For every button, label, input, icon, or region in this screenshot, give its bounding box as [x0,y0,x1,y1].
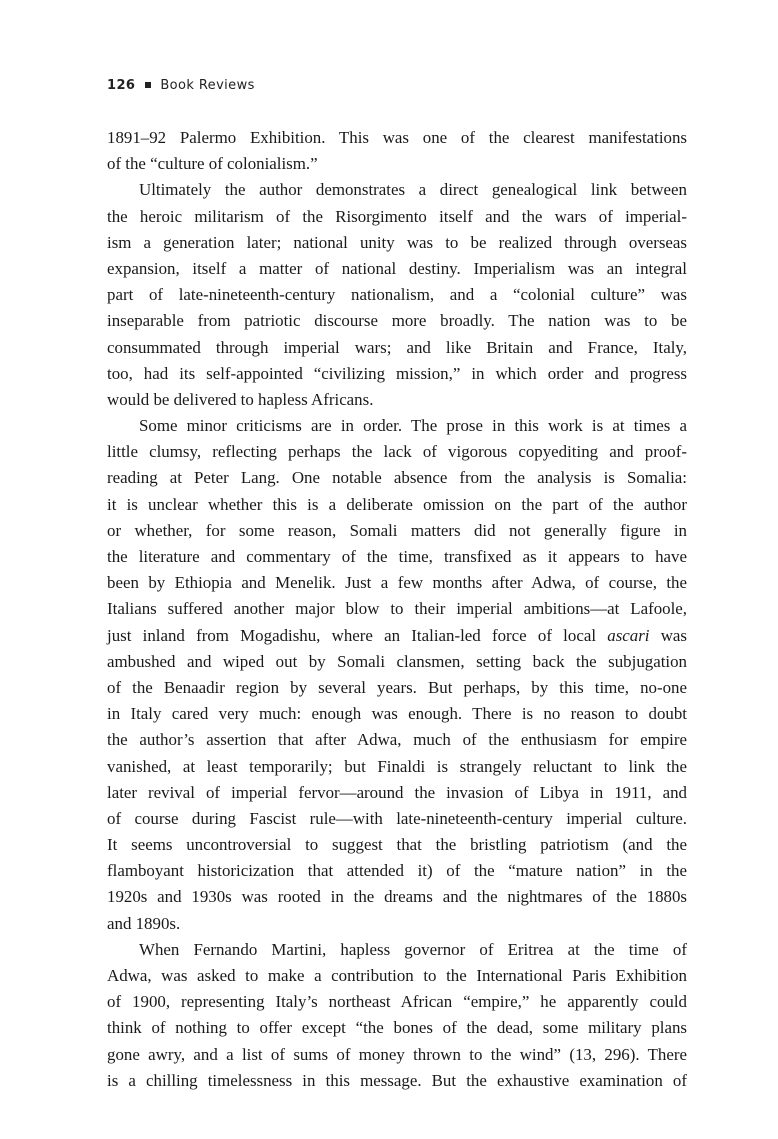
text-line [107,623,687,649]
header-separator-icon [145,82,151,88]
text-line: of 1900, representing Italy’s northeast African “empire,” he apparently could [107,992,687,1012]
text-line: inseparable from patriotic discourse more broadly. The nation was to be [107,311,687,331]
text-line: think of nothing to offer except “the bones of the dead, some military plans [107,1018,687,1038]
text-fragment: just inland from Mogadishu, where an Italian-led force of local [107,625,608,645]
text-line: When Fernando Martini, hapless governor of Eritrea at the time of [139,939,687,959]
text-line: gone awry, and a list of sums of money thrown to the wind” (13, 296). There [107,1044,687,1064]
text-line: of course during Fascist rule—with late-nineteenth-century imperial culture. [107,808,687,828]
text-line: too, had its self-appointed “civilizing mission,” in which order and progress [107,363,687,383]
text-line: the literature and commentary of the time, transfixed as it appears to have [107,547,687,566]
text-line: consummated through imperial wars; and like Britain and France, Italy, [107,337,687,357]
text-line: Adwa, was asked to make a contribution to the International Paris Exhibition [107,966,687,985]
text-line: part of late-nineteenth-century nationalism, and a “colonial culture” was [107,285,687,305]
text-line: later revival of imperial fervor—around the invasion of Libya in 1911, and [107,782,687,802]
text-line: flamboyant historicization that attended it) of the “mature nation” in the [107,861,687,881]
text-line: been by Ethiopia and Menelik. Just a few months after Adwa, of course, the [107,573,687,593]
text-line: or whether, for some reason, Somali matters did not generally figure in [107,520,687,540]
text-line: vanished, at least temporarily; but Finaldi is strangely reluctant to link the [107,756,687,776]
text-line: ism a generation later; national unity was to be realized through overseas [107,232,687,252]
text-line: ambushed and wiped out by Somali clansmen, setting back the subjugation [107,651,687,671]
text-line: is a chilling timelessness in this message. But the exhaustive examination of [107,1070,687,1090]
text-line: would be delivered to hapless Africans. [107,389,374,409]
text-line: Italians suffered another major blow to their imperial ambitions—at Lafoole, [107,599,687,619]
text-line: and 1890s. [107,913,181,933]
text-line: it is unclear whether this is a deliberate omission on the part of the author [107,494,687,514]
text-line: of the Benaadir region by several years. But perhaps, by this time, no-one [107,677,687,697]
text-line: in Italy cared very much: enough was enough. There is no reason to doubt [107,704,687,724]
text-line: Some minor criticisms are in order. The prose in this work is at times a [139,416,687,436]
italic-term: ascari [607,625,650,645]
text-fragment: was [649,625,687,645]
text-line: expansion, itself a matter of national destiny. Imperialism was an integral [107,258,687,278]
text-line: reading at Peter Lang. One notable absence from the analysis is Somalia: [107,468,687,488]
text-line: the author’s assertion that after Adwa, much of the enthusiasm for empire [107,730,687,750]
text-line: 1920s and 1930s was rooted in the dreams and the nightmares of the 1880s [107,887,687,907]
text-line: It seems uncontroversial to suggest that the bristling patriotism (and the [107,835,687,855]
text-line: little clumsy, reflecting perhaps the lack of vigorous copyediting and proof- [107,442,687,462]
page-number: 126 [107,78,136,93]
running-header [107,78,255,93]
section-title: Book Reviews [160,78,255,93]
text-line: Ultimately the author demonstrates a direct genealogical link between [139,180,687,200]
text-line: of the “culture of colonialism.” [107,154,318,174]
body-text [107,125,687,1094]
text-line: the heroic militarism of the Risorgimento itself and the wars of imperial- [107,206,687,226]
text-line: 1891–92 Palermo Exhibition. This was one of the clearest manifestations [107,128,687,147]
